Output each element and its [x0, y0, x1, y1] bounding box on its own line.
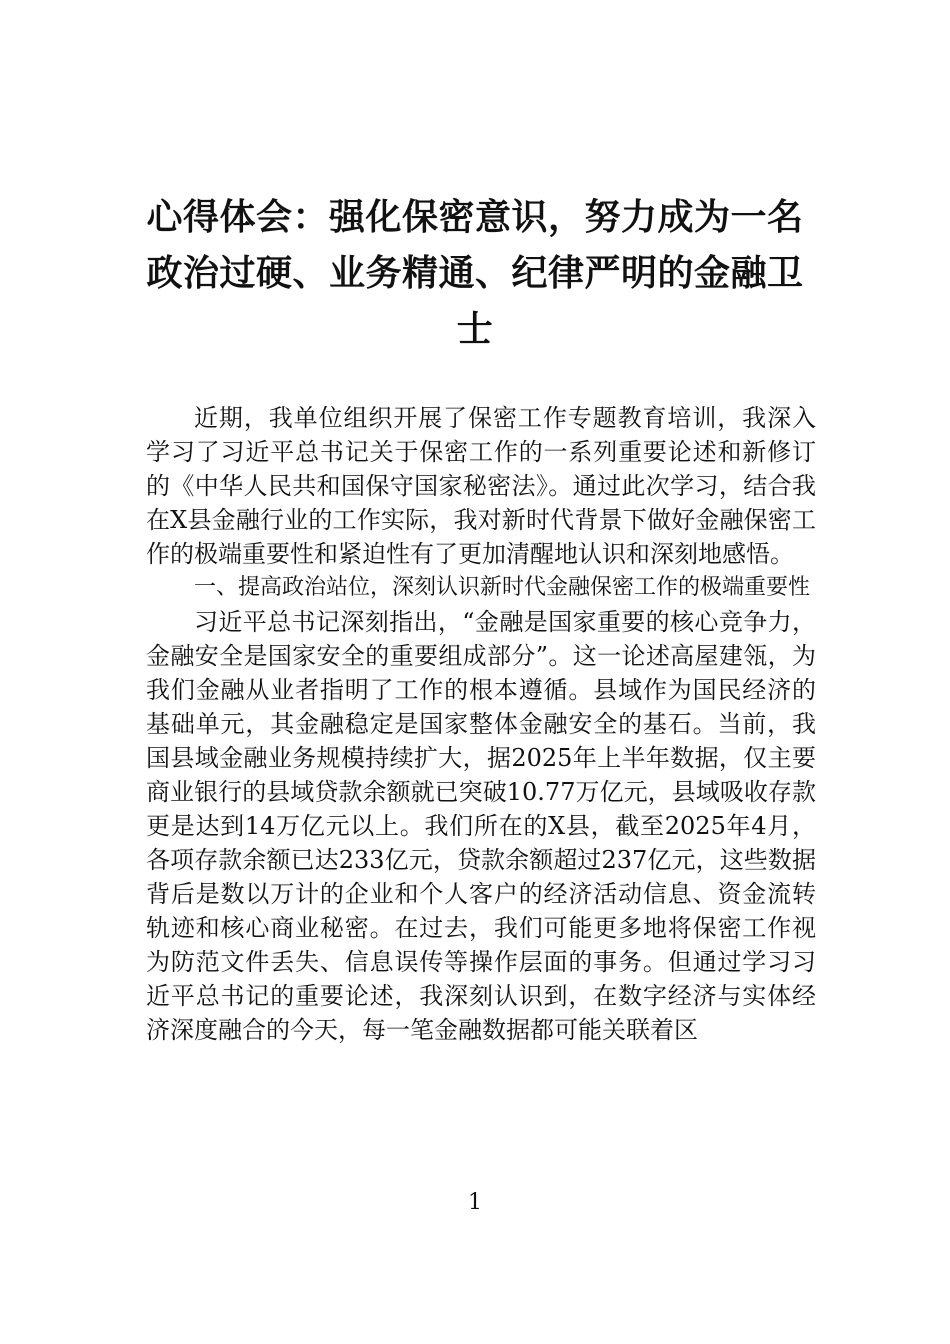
section-1-paragraph: 习近平总书记深刻指出，“金融是国家重要的核心竞争力，金融安全是国家安全的重要组成部分”。这一论述高屋建瓴，为我们金融从业者指明了工作的根本遵循。县域作为国民经济的基础单元，其金融稳定是国家整体金融安全的基石。当前，我国县域金融业务规模持续扩大，据2025年上半年数据，仅主要商业银行的县域贷款余额就已突破10.77万亿元，县域吸收存款更是达到14万亿元以上。我们所在的X县，截至2025年4月，各项存款余额已达233亿元，贷款余额超过237亿元，这些数据背后是数以万计的企业和个人客户的经济活动信息、资金流转轨迹和核心商业秘密。在过去，我们可能更多地将保密工作视为防范文件丢失、信息误传等操作层面的事务。但通过学习习近平总书记的重要论述，我深刻认识到，在数字经济与实体经济深度融合的今天，每一笔金融数据都可能关联着区: [146, 608, 816, 1044]
document-body: [146, 401, 816, 1047]
document-title: [140, 190, 810, 358]
title-line-3: 士: [456, 309, 494, 351]
title-line-1: 心得体会：强化保密意识，努力成为一名: [146, 197, 804, 239]
section-heading-1: 一、提高政治站位，深刻认识新时代金融保密工作的极端重要性: [194, 575, 811, 600]
intro-paragraph: 近期，我单位组织开展了保密工作专题教育培训，我深入学习了习近平总书记关于保密工作的一系列重要论述和新修订的《中华人民共和国保守国家秘密法》。通过此次学习，结合我在X县金融行业的工作实际，我对新时代背景下做好金融保密工作的极端重要性和紧迫性有了更加清醒地认识和深刻地感悟。: [146, 404, 816, 568]
title-line-2: 政治过硬、业务精通、纪律严明的金融卫: [146, 253, 804, 295]
page-number: 1: [468, 1190, 482, 1215]
